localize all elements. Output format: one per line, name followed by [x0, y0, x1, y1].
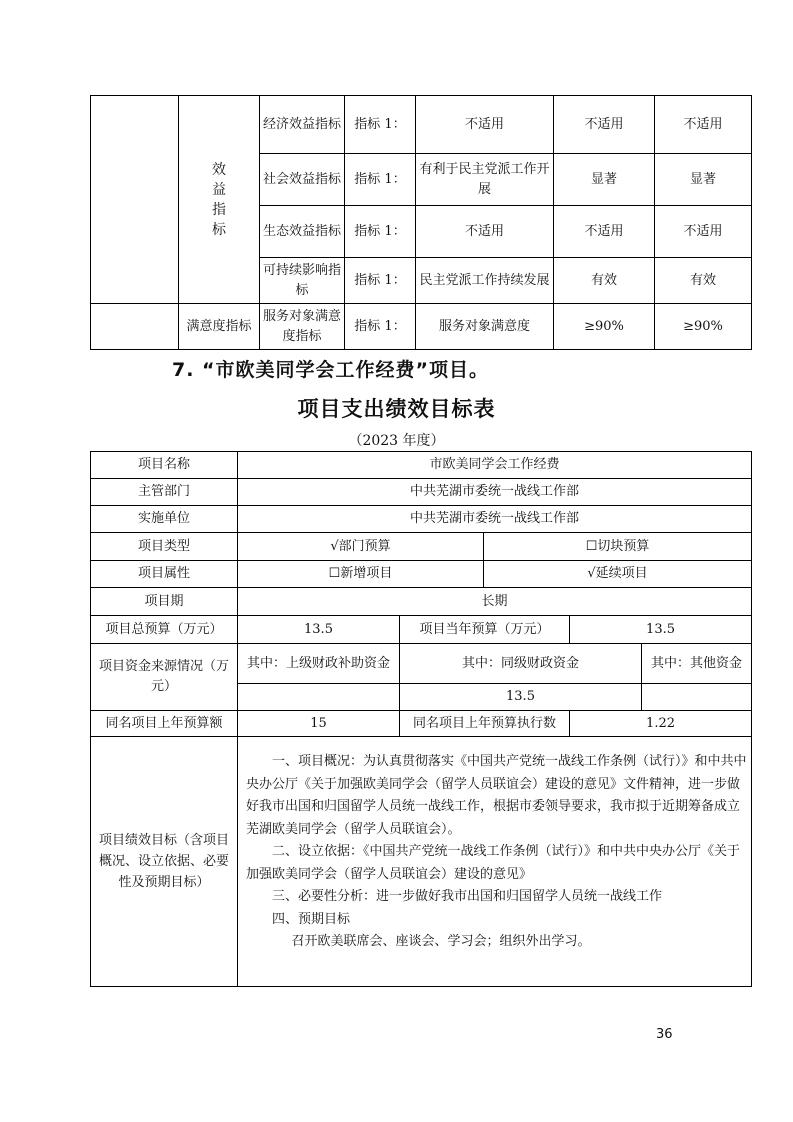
total-budget: 13.5	[238, 616, 400, 644]
dept-value: 中共芜湖市委统一战线工作部	[238, 479, 752, 506]
attr-label: 项目属性	[91, 561, 238, 588]
indicator-target: 不适用	[554, 206, 655, 258]
indicator-target: 显著	[554, 154, 655, 206]
goal-overview: 一、项目概况：为认真贯彻落实《中国共产党统一战线工作条例（试行）》和中共中央办公厅《关于加强欧美同学会（留学人员联谊会）建设的意见》文件精神，进一步做好我市出国和归国留学人员统一战线工作，根据市委领导要求，我市拟于近期筹备成立芜湖欧美同学会（留学人员联谊会）。	[246, 754, 747, 837]
indicator-content: 民主党派工作持续发展	[416, 258, 554, 304]
type-block-budget: ☐切块预算	[484, 533, 752, 561]
indicator-content: 不适用	[416, 206, 554, 258]
type-label: 项目类型	[91, 533, 238, 561]
indicator-content: 有利于民主党派工作开展	[416, 154, 554, 206]
blank-cell	[91, 96, 179, 304]
indicator-annual: 不适用	[655, 206, 752, 258]
indicator-content: 不适用	[416, 96, 554, 154]
source-other-label: 其中：其他资金	[642, 644, 752, 684]
period-value: 长期	[238, 588, 752, 616]
attr-new: ☐新增项目	[238, 561, 484, 588]
indicator-name: 指标 1：	[345, 154, 416, 206]
source-other	[642, 684, 752, 711]
year-label: （2023 年度）	[348, 433, 445, 449]
dept-label: 主管部门	[91, 479, 238, 506]
benefit-indicator-label: 效 益 指 标	[179, 96, 260, 304]
source-same: 13.5	[400, 684, 642, 711]
section-title: 7. “市欧美同学会工作经费”项目。	[172, 359, 490, 381]
satisfaction-label: 满意度指标	[179, 304, 260, 350]
goal-label: 项目绩效目标（含项目概况、设立依据、必要性及预期目标）	[91, 737, 238, 987]
period-label: 项目期	[91, 588, 238, 616]
page-number: 36	[656, 1027, 673, 1042]
attr-continue: √延续项目	[484, 561, 752, 588]
blank-cell	[91, 304, 179, 350]
indicator-name: 指标 1：	[345, 304, 416, 350]
total-budget-label: 项目总预算（万元）	[91, 616, 238, 644]
performance-indicator-table	[90, 95, 752, 350]
current-budget-label: 项目当年预算（万元）	[400, 616, 570, 644]
prev-exec-label: 同名项目上年预算执行数	[400, 711, 570, 737]
indicator-annual: 显著	[655, 154, 752, 206]
prev-budget: 15	[238, 711, 400, 737]
indicator-category: 社会效益指标	[260, 154, 345, 206]
prev-budget-label: 同名项目上年预算额	[91, 711, 238, 737]
indicator-name: 指标 1：	[345, 96, 416, 154]
source-same-label: 其中：同级财政资金	[400, 644, 642, 684]
indicator-category: 服务对象满意度指标	[260, 304, 345, 350]
indicator-target: 不适用	[554, 96, 655, 154]
source-label: 项目资金来源情况（万元）	[91, 644, 238, 711]
source-upper	[238, 684, 400, 711]
goal-expected: 召开欧美联席会、座谈会、学习会；组织外出学习。	[291, 934, 591, 949]
indicator-target: ≥90%	[554, 304, 655, 350]
current-budget: 13.5	[570, 616, 752, 644]
project-name: 市欧美同学会工作经费	[238, 452, 752, 479]
indicator-name: 指标 1：	[345, 206, 416, 258]
indicator-annual: 有效	[655, 258, 752, 304]
indicator-category: 生态效益指标	[260, 206, 345, 258]
source-upper-label: 其中：上级财政补助资金	[238, 644, 400, 684]
project-target-table	[90, 451, 752, 987]
indicator-category: 经济效益指标	[260, 96, 345, 154]
prev-exec: 1.22	[570, 711, 752, 737]
goal-expected-heading: 四、预期目标	[272, 911, 351, 927]
type-dept-budget: √部门预算	[238, 533, 484, 561]
indicator-target: 有效	[554, 258, 655, 304]
project-name-label: 项目名称	[91, 452, 238, 479]
indicator-annual: 不适用	[655, 96, 752, 154]
goal-basis: 二、设立依据：《中国共产党统一战线工作条例（试行）》和中共中央办公厅《关于加强欧美同学会（留学人员联谊会）建设的意见》	[246, 844, 741, 882]
indicator-category: 可持续影响指标	[260, 258, 345, 304]
indicator-content: 服务对象满意度	[416, 304, 554, 350]
indicator-name: 指标 1：	[345, 258, 416, 304]
impl-value: 中共芜湖市委统一战线工作部	[238, 506, 752, 533]
indicator-annual: ≥90%	[655, 304, 752, 350]
goal-content	[238, 737, 752, 987]
impl-label: 实施单位	[91, 506, 238, 533]
document-title: 项目支出绩效目标表	[297, 397, 496, 421]
goal-necessity: 三、必要性分析：进一步做好我市出国和归国留学人员统一战线工作	[272, 889, 663, 904]
